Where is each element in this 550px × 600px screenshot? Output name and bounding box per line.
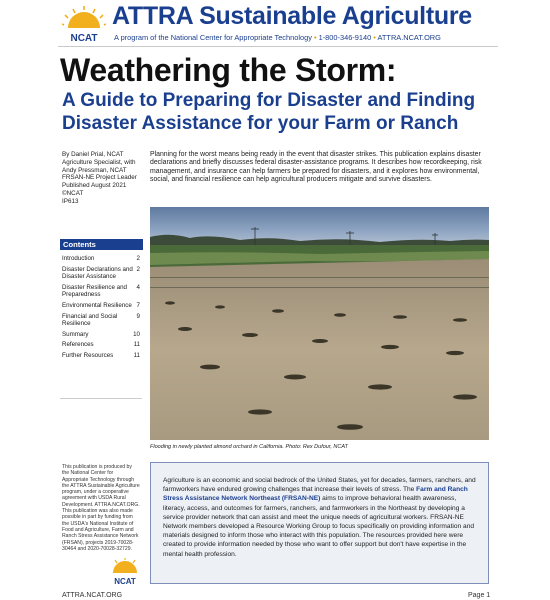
intro-paragraph: Planning for the worst means being ready in the event that disaster strikes. This publication explains disaster declarations and briefly discusses federal disaster-assistance programs. It describes how recordkeeping, risk management, and insurance can help farmers be prepared for disasters, and it explores how environmental, social, and financial resilience can help agricultural producers mitigate and survive disasters. [150,151,482,184]
toc-item[interactable] [62,266,140,281]
photo-caption: Flooding in newly planted almond orchard in California. Photo: Rex Dufour, NCAT [150,444,348,450]
toc-item[interactable] [62,255,140,263]
toc-page: 10 [133,330,140,338]
toc-item[interactable] [62,302,140,310]
brand-title: ATTRA Sustainable Agriculture [112,2,472,30]
toc-item[interactable] [62,284,140,299]
page-number: Page 1 [468,592,491,599]
contents-heading: Contents [60,239,143,250]
svg-text:NCAT: NCAT [70,33,98,44]
toc-label: Disaster Declarations and Disaster Assistance [62,265,133,281]
separator: • [373,33,376,42]
toc-item[interactable] [62,331,140,339]
byline-line: Agriculture Specialist, with [62,158,136,166]
ncat-logo-small [108,558,142,586]
frsan-ne-info-box [150,462,489,584]
toc-item[interactable] [62,313,140,328]
toc-page: 2 [136,265,140,273]
tagline [114,33,441,42]
byline-line: FRSAN-NE Project Leader [62,174,137,182]
header [58,2,498,46]
byline-line: Andy Pressman, NCAT [62,166,127,174]
footer-url[interactable]: ATTRA.NCAT.ORG [62,592,123,599]
info-box-text [163,476,479,559]
funding-note: This publication is produced by the National Center for Appropriate Technology through the ATTRA Sustainable Agriculture program, under a cooperative agreement with USDA Rural Development. ATTRA.NCAT.ORG. This publication was also made possible in part by funding from the USDA's National Institute of Food and Agriculture, Farm and Ranch Stress Assistance Network (FRSAN), projects 2019-70028-30464 and 2020-70028-32729. [62,464,140,552]
toc-item[interactable] [62,341,140,349]
page-title: Weathering the Storm: [60,52,397,88]
info-box-text-part2: aims to improve behavioral health awareness, literacy, access, and outcomes for farmers, ranchers, and farmworkers in the Northeast by developing a service provider network that can assist and meet the unique needs of agricultural workers. FRSAN-NE Network members developed a Resource Working Group to focus specifically on providing information and materials designed to inform those who interact with this population. The resources provided here were created to provide information needed by those who want to offer support but don't have expertise in the mental health profession. [163,495,475,558]
toc-page: 11 [133,351,140,359]
subtitle-line-1: A Guide to Preparing for Disaster and Finding [62,90,476,111]
byline-line: Published August 2021 [62,182,127,190]
page-subtitle [62,89,475,135]
tagline-url: ATTRA.NCAT.ORG [377,33,441,42]
info-box-text-part1: Agriculture is an economic and social bedrock of the United States, yet for decades, farmers, ranchers, and farmworkers have endured growing challenges that increase their levels of stress. The [163,477,476,494]
contents-divider [60,398,142,399]
flooded-orchard-photo [150,207,489,440]
byline-line: ©NCAT [62,189,84,197]
toc-label: Financial and Social Resilience [62,312,118,328]
byline-line: IP613 [62,197,79,205]
svg-text:NCAT: NCAT [114,577,136,586]
toc-page: 7 [136,301,140,309]
toc-item[interactable] [62,352,140,360]
toc-label: Introduction [62,255,95,262]
toc-label: Disaster Resilience and Preparedness [62,283,127,299]
byline-line: By Daniel Prial, NCAT [62,151,124,158]
toc-label: References [62,341,94,349]
table-of-contents [62,255,140,363]
subtitle-line-2: Disaster Assistance for your Farm or Ranch [62,113,459,134]
separator: • [313,33,317,42]
toc-label: Environmental Resilience [62,301,132,309]
toc-page: 9 [136,312,140,320]
ncat-sun-logo [62,6,106,44]
header-divider [58,46,498,47]
toc-page: 4 [136,283,140,291]
toc-page: 2 [136,255,140,262]
byline [62,151,146,206]
toc-label: Further Resources [62,351,114,359]
info-box-network-name: Farm and Ranch Stress Assistance Network Northeast (FRSAN-NE) [163,486,468,503]
tagline-program: A program of the National Center for Appropriate Technology [114,33,312,42]
toc-label: Summary [62,330,89,338]
tagline-phone: 1-800-346-9140 [318,33,372,42]
toc-page: 11 [133,341,140,349]
